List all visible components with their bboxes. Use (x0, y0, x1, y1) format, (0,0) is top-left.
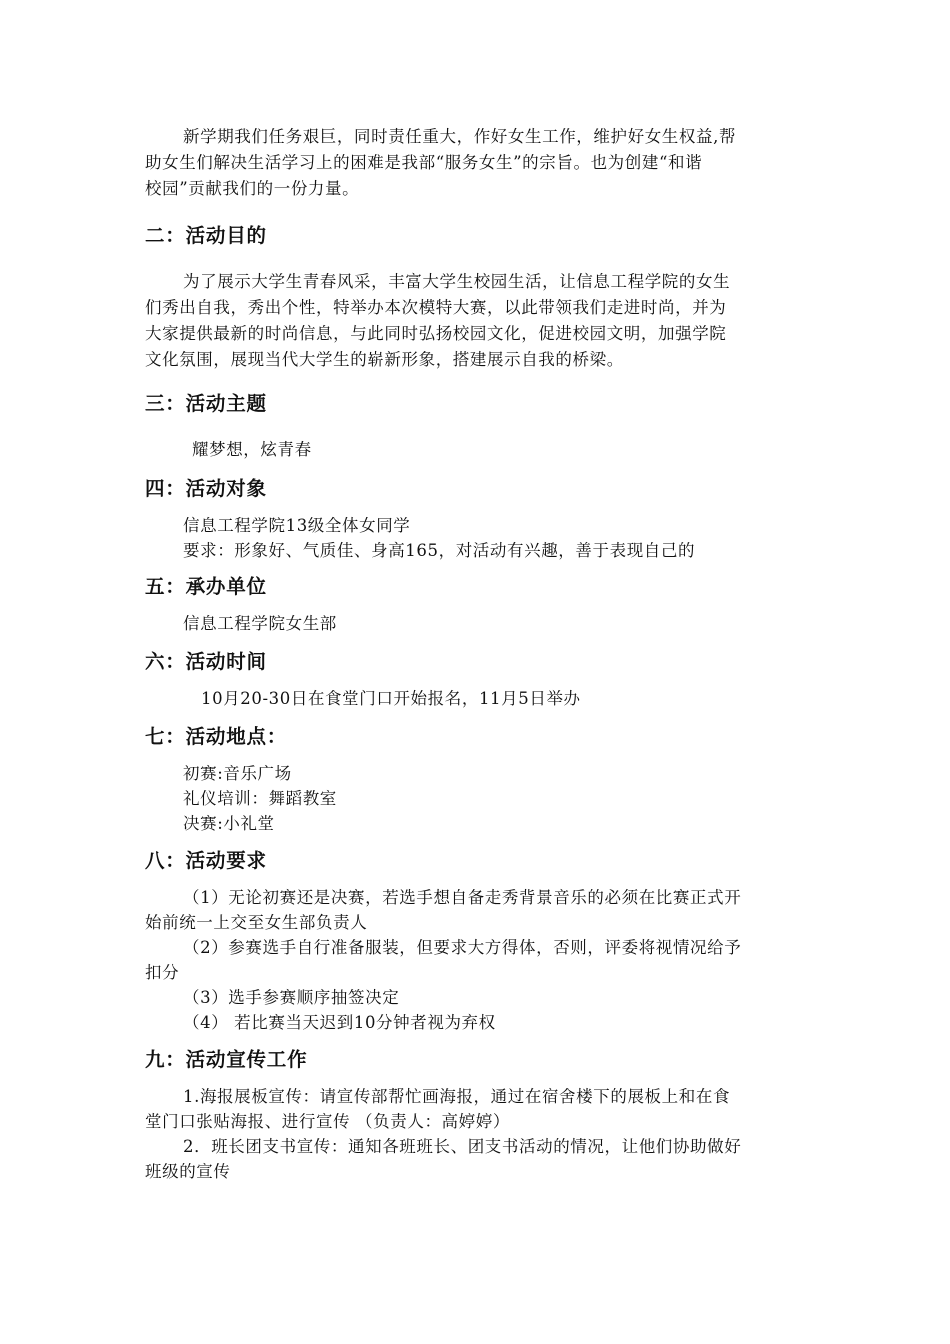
location-line-3: 决赛:小礼堂 (183, 814, 275, 833)
requirements-line-4: 扣分 (145, 963, 180, 982)
audience-line-2: 要求：形象好、气质佳、身高165，对活动有兴趣，善于表现自己的 (183, 541, 696, 560)
section-heading-organizer: 五：承办单位 (145, 575, 267, 598)
requirements-line-5: （3）选手参赛顺序抽签决定 (183, 988, 400, 1007)
requirements-line-6: （4） 若比赛当天迟到10分钟者视为弃权 (183, 1013, 496, 1032)
intro-line-3: 校园”贡献我们的一份力量。 (145, 179, 360, 198)
location-line-2: 礼仪培训：舞蹈教室 (183, 789, 337, 808)
theme-line-1: 耀梦想，炫青春 (192, 440, 312, 459)
time-line-1: 10月20-30日在食堂门口开始报名，11月5日举办 (201, 689, 581, 708)
section-heading-theme: 三：活动主题 (145, 392, 267, 415)
promotion-line-1: 1.海报展板宣传：请宣传部帮忙画海报，通过在宿舍楼下的展板上和在食 (183, 1087, 731, 1106)
audience-line-1: 信息工程学院13级全体女同学 (183, 516, 411, 535)
section-heading-promotion: 九：活动宣传工作 (145, 1048, 308, 1071)
requirements-line-2: 始前统一上交至女生部负责人 (145, 913, 368, 932)
promotion-line-3: 2．班长团支书宣传：通知各班班长、团支书活动的情况，让他们协助做好 (183, 1137, 742, 1156)
purpose-line-3: 大家提供最新的时尚信息，与此同时弘扬校园文化，促进校园文明，加强学院 (145, 324, 727, 343)
section-heading-audience: 四：活动对象 (145, 477, 267, 500)
purpose-line-2: 们秀出自我，秀出个性，特举办本次模特大赛，以此带领我们走进时尚，并为 (145, 298, 727, 317)
purpose-line-1: 为了展示大学生青春风采，丰富大学生校园生活，让信息工程学院的女生 (183, 272, 731, 291)
location-line-1: 初赛:音乐广场 (183, 764, 292, 783)
promotion-line-2: 堂门口张贴海报、进行宣传 （负责人：高婷婷） (145, 1112, 510, 1131)
section-heading-purpose: 二：活动目的 (145, 224, 267, 247)
section-heading-time: 六：活动时间 (145, 650, 267, 673)
section-heading-requirements: 八：活动要求 (145, 849, 267, 872)
intro-line-1: 新学期我们任务艰巨，同时责任重大，作好女生工作，维护好女生权益,帮 (183, 127, 737, 146)
section-heading-location: 七：活动地点： (145, 725, 288, 748)
requirements-line-3: （2）参赛选手自行准备服装，但要求大方得体，否则，评委将视情况给予 (183, 938, 742, 957)
purpose-line-4: 文化氛围，展现当代大学生的崭新形象，搭建展示自我的桥梁。 (145, 350, 624, 369)
intro-line-2: 助女生们解决生活学习上的困难是我部“服务女生”的宗旨。也为创建“和谐 (145, 153, 703, 172)
requirements-line-1: （1）无论初赛还是决赛，若选手想自备走秀背景音乐的必须在比赛正式开 (183, 888, 742, 907)
promotion-line-4: 班级的宣传 (145, 1162, 231, 1181)
organizer-line-1: 信息工程学院女生部 (183, 614, 337, 633)
